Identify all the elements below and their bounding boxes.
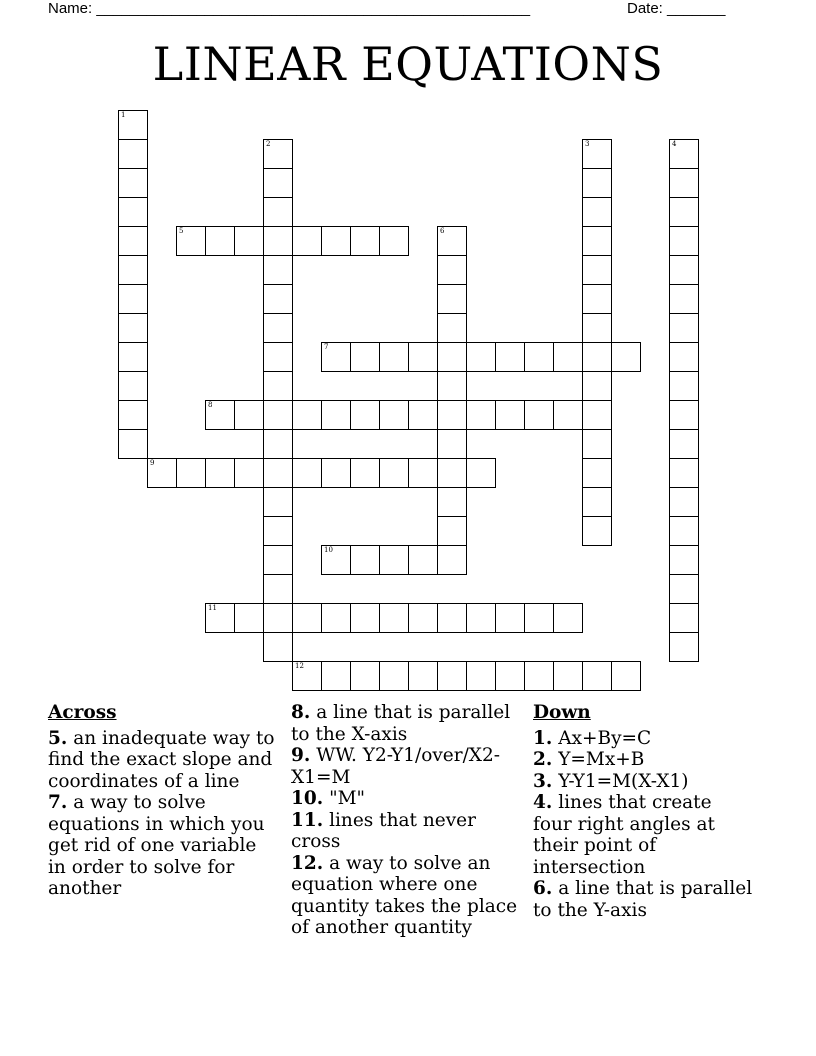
crossword-cell[interactable] (350, 661, 380, 691)
crossword-cell[interactable] (205, 400, 235, 430)
clue-across-8: 8. a line that is parallel to the X-axis (291, 702, 511, 745)
across-clues-column-1 (48, 702, 280, 900)
crossword-cell[interactable] (263, 284, 293, 314)
crossword-cell[interactable] (263, 139, 293, 169)
crossword-cell[interactable] (350, 545, 380, 575)
crossword-cell[interactable] (263, 168, 293, 198)
crossword-cell[interactable] (582, 487, 612, 517)
crossword-cell[interactable] (495, 603, 525, 633)
crossword-cell[interactable] (321, 545, 351, 575)
crossword-cell[interactable] (669, 139, 699, 169)
crossword-cell[interactable] (524, 342, 554, 372)
crossword-cell[interactable] (495, 400, 525, 430)
crossword-cell[interactable] (437, 458, 467, 488)
crossword-cell[interactable] (118, 255, 148, 285)
crossword-cell[interactable] (669, 603, 699, 633)
crossword-cell[interactable] (437, 400, 467, 430)
crossword-cell[interactable] (292, 458, 322, 488)
crossword-cell[interactable] (669, 284, 699, 314)
crossword-cell[interactable] (263, 603, 293, 633)
crossword-cell[interactable] (582, 400, 612, 430)
crossword-cell[interactable] (408, 400, 438, 430)
crossword-cell[interactable] (582, 313, 612, 343)
crossword-cell[interactable] (437, 487, 467, 517)
crossword-cell[interactable] (379, 661, 409, 691)
crossword-cell[interactable] (234, 603, 264, 633)
clue-down-4: 4. lines that create four right angles at their point of intersection (533, 792, 715, 878)
crossword-cell[interactable] (582, 139, 612, 169)
crossword-cell[interactable] (553, 342, 583, 372)
crossword-cell[interactable] (408, 458, 438, 488)
crossword-cell[interactable] (176, 226, 206, 256)
crossword-cell[interactable] (379, 400, 409, 430)
crossword-cell[interactable] (321, 603, 351, 633)
crossword-cell[interactable] (669, 545, 699, 575)
clue-across-12: 12. a way to solve an equation where one quantity takes the place of another quantity (291, 852, 518, 938)
crossword-cell[interactable] (350, 458, 380, 488)
crossword-cell[interactable] (524, 661, 554, 691)
clue-number: 6 (440, 227, 445, 235)
clue-number: 1 (121, 111, 126, 119)
crossword-cell[interactable] (147, 458, 177, 488)
crossword-cell[interactable] (437, 429, 467, 459)
crossword-cell[interactable] (205, 226, 235, 256)
crossword-cell[interactable] (118, 226, 148, 256)
crossword-cell[interactable] (466, 603, 496, 633)
crossword-cell[interactable] (118, 284, 148, 314)
crossword-cell[interactable] (669, 168, 699, 198)
crossword-cell[interactable] (669, 516, 699, 546)
clue-down-3: 3. Y-Y1=M(X-X1) (533, 770, 689, 792)
crossword-cell[interactable] (669, 574, 699, 604)
page-title: LINEAR EQUATIONS (152, 37, 664, 91)
crossword-cell[interactable] (263, 226, 293, 256)
crossword-cell[interactable] (582, 168, 612, 198)
clue-number: 9 (150, 459, 155, 467)
clue-across-7: 7. a way to solve equations in which you get rid of one variable in order to solve for another (48, 792, 265, 899)
crossword-cell[interactable] (292, 603, 322, 633)
crossword-cell[interactable] (263, 342, 293, 372)
crossword-cell[interactable] (379, 545, 409, 575)
clue-number: 4 (672, 140, 677, 148)
crossword-cell[interactable] (118, 371, 148, 401)
crossword-cell[interactable] (553, 400, 583, 430)
crossword-cell[interactable] (263, 197, 293, 227)
crossword-cell[interactable] (582, 255, 612, 285)
crossword-cell[interactable] (263, 487, 293, 517)
crossword-cell[interactable] (669, 371, 699, 401)
clue-down-1: 1. Ax+By=C (533, 727, 652, 749)
crossword-cell[interactable] (118, 139, 148, 169)
crossword-cell[interactable] (553, 603, 583, 633)
crossword-cell[interactable] (437, 516, 467, 546)
clue-number: 12 (295, 662, 304, 670)
crossword-cell[interactable] (582, 458, 612, 488)
crossword-cell[interactable] (669, 458, 699, 488)
crossword-cell[interactable] (437, 371, 467, 401)
crossword-cell[interactable] (669, 313, 699, 343)
crossword-cell[interactable] (437, 603, 467, 633)
crossword-cell[interactable] (553, 661, 583, 691)
crossword-cell[interactable] (524, 603, 554, 633)
crossword-cell[interactable] (466, 661, 496, 691)
crossword-cell[interactable] (669, 226, 699, 256)
crossword-cell[interactable] (437, 284, 467, 314)
crossword-cell[interactable] (582, 661, 612, 691)
crossword-cell[interactable] (379, 226, 409, 256)
clue-across-5: 5. an inadequate way to find the exact slope and coordinates of a line (48, 727, 275, 792)
crossword-cell[interactable] (263, 371, 293, 401)
crossword-cell[interactable] (495, 342, 525, 372)
crossword-cell[interactable] (582, 371, 612, 401)
clue-across-10: 10. "M" (291, 788, 366, 809)
crossword-cell[interactable] (379, 603, 409, 633)
across-clues-column-2 (291, 702, 529, 939)
across-heading: Across (48, 702, 117, 723)
crossword-cell[interactable] (408, 545, 438, 575)
crossword-cell[interactable] (611, 661, 641, 691)
date-field-label: Date: _______ (627, 0, 726, 17)
clue-number: 5 (179, 227, 184, 235)
crossword-cell[interactable] (379, 342, 409, 372)
crossword-cell[interactable] (437, 545, 467, 575)
crossword-cell[interactable] (118, 313, 148, 343)
crossword-cell[interactable] (582, 197, 612, 227)
clue-across-9: 9. WW. Y2-Y1/over/X2-X1=M (291, 745, 500, 788)
crossword-cell[interactable] (118, 168, 148, 198)
crossword-cell[interactable] (437, 313, 467, 343)
clue-down-6: 6. a line that is parallel to the Y-axis (533, 878, 753, 921)
clue-number: 11 (208, 604, 217, 612)
crossword-cell[interactable] (292, 400, 322, 430)
crossword-cell[interactable] (669, 197, 699, 227)
crossword-cell[interactable] (669, 429, 699, 459)
crossword-cell[interactable] (118, 429, 148, 459)
crossword-cell[interactable] (205, 458, 235, 488)
down-heading: Down (533, 702, 591, 723)
crossword-cell[interactable] (669, 255, 699, 285)
crossword-cell[interactable] (350, 603, 380, 633)
crossword-cell[interactable] (321, 342, 351, 372)
crossword-cell[interactable] (118, 197, 148, 227)
name-field-label: Name: ____________________________________________________ (48, 0, 531, 17)
crossword-cell[interactable] (669, 342, 699, 372)
clue-across-11: 11. lines that never cross (291, 809, 476, 852)
crossword-cell[interactable] (234, 400, 264, 430)
crossword-cell[interactable] (437, 342, 467, 372)
crossword-cell[interactable] (582, 226, 612, 256)
crossword-cell[interactable] (234, 458, 264, 488)
crossword-cell[interactable] (321, 226, 351, 256)
crossword-cell[interactable] (582, 516, 612, 546)
crossword-cell[interactable] (263, 632, 293, 662)
crossword-cell[interactable] (118, 400, 148, 430)
crossword-cell[interactable] (466, 342, 496, 372)
crossword-cell[interactable] (263, 458, 293, 488)
crossword-cell[interactable] (350, 400, 380, 430)
crossword-cell[interactable] (524, 400, 554, 430)
clue-down-2: 2. Y=Mx+B (533, 749, 645, 770)
crossword-cell[interactable] (263, 255, 293, 285)
clue-number: 8 (208, 401, 213, 409)
down-clues-column (533, 702, 753, 921)
crossword-cell[interactable] (263, 574, 293, 604)
crossword-cell[interactable] (582, 429, 612, 459)
clue-number: 10 (324, 546, 333, 554)
crossword-cell[interactable] (263, 429, 293, 459)
crossword-cell[interactable] (321, 661, 351, 691)
crossword-cell[interactable] (350, 342, 380, 372)
crossword-cell[interactable] (263, 313, 293, 343)
clue-number: 3 (585, 140, 590, 148)
clue-number: 7 (324, 343, 329, 351)
crossword-cell[interactable] (437, 661, 467, 691)
crossword-cell[interactable] (263, 516, 293, 546)
crossword-cell[interactable] (263, 545, 293, 575)
crossword-cell[interactable] (582, 342, 612, 372)
crossword-cell[interactable] (669, 400, 699, 430)
crossword-cell[interactable] (321, 458, 351, 488)
crossword-cell[interactable] (263, 400, 293, 430)
crossword-cell[interactable] (205, 603, 235, 633)
crossword-cell[interactable] (176, 458, 206, 488)
crossword-cell[interactable] (466, 458, 496, 488)
crossword-cell[interactable] (495, 661, 525, 691)
crossword-cell[interactable] (669, 632, 699, 662)
crossword-cell[interactable] (321, 400, 351, 430)
crossword-cell[interactable] (292, 226, 322, 256)
crossword-cell[interactable] (611, 342, 641, 372)
crossword-cell[interactable] (437, 255, 467, 285)
crossword-cell[interactable] (669, 487, 699, 517)
crossword-cell[interactable] (408, 603, 438, 633)
crossword-cell[interactable] (466, 400, 496, 430)
crossword-cell[interactable] (292, 661, 322, 691)
crossword-cell[interactable] (582, 284, 612, 314)
crossword-cell[interactable] (379, 458, 409, 488)
crossword-cell[interactable] (234, 226, 264, 256)
crossword-cell[interactable] (437, 226, 467, 256)
clue-number: 2 (266, 140, 271, 148)
crossword-cell[interactable] (118, 342, 148, 372)
crossword-cell[interactable] (408, 342, 438, 372)
crossword-cell[interactable] (118, 110, 148, 140)
crossword-cell[interactable] (350, 226, 380, 256)
crossword-cell[interactable] (408, 661, 438, 691)
